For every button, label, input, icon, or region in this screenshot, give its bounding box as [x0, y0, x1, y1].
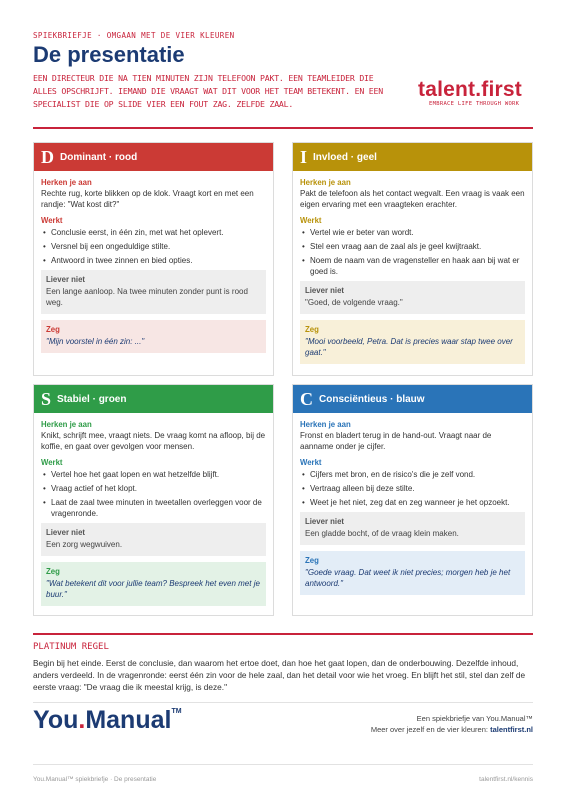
card-letter: D [41, 146, 54, 167]
herken-label: Herken je aan [300, 178, 351, 187]
platinum-text: Begin bij het einde. Eerst de conclusie, dan waarom het ertoe doet, dan hoe het gaat lopen, dan de onderbouwing. Dezelfde inhoud, anders verdeeld. In de vragenronde: eerst één zin voor de hele zaal, dan het detail voor wie het vroeg. En blijft het stil, stel dan zelf de eerste vraag: "De vraag die ik meestal krijg, is deze." [33, 658, 526, 692]
herken-label: Herken je aan [300, 420, 351, 429]
werkt-list [41, 227, 266, 266]
liever-text: Een lange aanloop. Na twee minuten zonder punt is rood weg. [46, 287, 248, 307]
footer-url[interactable]: talentfirst.nl/kennis [479, 776, 533, 783]
werkt-list [300, 227, 525, 277]
card-conscientieus [292, 384, 533, 616]
list-item: • Versnel bij een ongeduldige stilte. [43, 242, 171, 251]
zeg-box [41, 320, 266, 353]
footer-info [371, 713, 533, 735]
zeg-label: Zeg [46, 325, 60, 334]
zeg-box [41, 562, 266, 606]
list-item: • Laat de zaal twee minuten in tweetallen overleggen voor de vragenronde. [43, 498, 262, 518]
list-item: • Noem de naam van de vragensteller en haak aan bij wat er goed is. [302, 256, 520, 276]
list-item: • Conclusie eerst, in één zin, met wat het oplevert. [43, 228, 224, 237]
zeg-label: Zeg [46, 567, 60, 576]
website-link[interactable]: talentfirst.nl [490, 725, 533, 734]
liever-text: Een zorg wegwuiven. [46, 540, 123, 549]
liever-niet-box [300, 512, 525, 545]
footer-line: Meer over jezelf en de vier kleuren: talentfirst.nl [370, 725, 533, 734]
list-item: • Weet je het niet, zeg dat en zeg wanneer je het opzoekt. [302, 498, 510, 507]
brand-name: talent.first [418, 78, 522, 101]
card-header [34, 143, 273, 171]
liever-text: "Goed, de volgende vraag." [305, 298, 403, 307]
footer-caption: You.Manual™ spiekbriefje · De presentatie [33, 776, 157, 783]
liever-label: Liever niet [46, 528, 85, 537]
list-item: • Vertel wie er beter van wordt. [302, 228, 414, 237]
herken-text: Pakt de telefoon als het contact wegvalt. Een vraag is vaak een eigen ervaring met een vraagteken erachter. [300, 189, 525, 209]
header-divider [33, 127, 533, 129]
card-stabiel [33, 384, 274, 616]
intro-text: EEN DIRECTEUR DIE NA TIEN MINUTEN ZIJN TELEFOON PAKT. EEN TEAMLEIDER DIE ALLES OPSCHRIJFT. IEMAND DIE VRAAGT WAT DIT VOOR HET TEAM BETEKENT. EN EEN SPECIALIST DIE OP SLIDE VIER EEN FOUT ZAG. ZELFDE ZAAL. [33, 73, 383, 109]
card-invloed [292, 142, 533, 376]
zeg-label: Zeg [305, 556, 319, 565]
card-title: Invloed · geel [313, 151, 377, 163]
brand-tagline: EMBRACE LIFE THROUGH WORK [429, 101, 520, 107]
liever-text: Een gladde bocht, of de vraag klein maken. [305, 529, 459, 538]
liever-niet-box [41, 270, 266, 314]
platinum-label: PLATINUM REGEL [33, 642, 109, 652]
card-header [293, 385, 532, 413]
bottom-divider [33, 764, 533, 765]
card-header [34, 385, 273, 413]
list-item: • Vertel hoe het gaat lopen en wat hetzelfde blijft. [43, 470, 220, 479]
werkt-label: Werkt [41, 216, 63, 225]
card-letter: I [300, 146, 308, 167]
zeg-label: Zeg [305, 325, 319, 334]
card-dominant [33, 142, 274, 376]
footer-line: Een spiekbriefje van You.Manual™ [416, 714, 533, 723]
herken-label: Herken je aan [41, 178, 92, 187]
page-title: De presentatie [33, 42, 185, 67]
liever-niet-box [300, 281, 525, 314]
card-header [293, 143, 532, 171]
herken-text: Rechte rug, korte blikken op de klok. Vraagt kort en met een randje: "Wat kost dit?" [41, 189, 254, 209]
werkt-list [300, 469, 525, 508]
zeg-box [300, 320, 525, 364]
list-item: • Stel een vraag aan de zaal als je geel kwijtraakt. [302, 242, 482, 251]
list-item: • Vraag actief of het klopt. [43, 484, 137, 493]
zeg-text: "Mooi voorbeeld, Petra. Dat is precies waar stap twee over gaat." [305, 337, 513, 357]
herken-text: Fronst en bladert terug in de hand-out. Vraagt naar de aanname onder je cijfer. [300, 431, 492, 451]
card-title: Dominant · rood [60, 151, 138, 163]
card-letter: C [300, 388, 313, 409]
platinum-divider [33, 633, 533, 635]
liever-label: Liever niet [305, 286, 344, 295]
herken-label: Herken je aan [41, 420, 92, 429]
footer-divider [33, 702, 533, 703]
card-title: Stabiel · groen [57, 393, 127, 405]
liever-label: Liever niet [46, 275, 85, 284]
herken-text: Knikt, schrijft mee, vraagt niets. De vraag komt na afloop, bij de koffie, en gaat over gevolgen voor mensen. [41, 431, 266, 451]
list-item: • Cijfers met bron, en de risico's die je zelf vond. [302, 470, 476, 479]
werkt-label: Werkt [41, 458, 63, 467]
card-letter: S [41, 388, 52, 409]
list-item: • Antwoord in twee zinnen en bied opties. [43, 256, 193, 265]
werkt-list [41, 469, 266, 519]
werkt-label: Werkt [300, 216, 322, 225]
list-item: • Vertraag alleen bij deze stilte. [302, 484, 415, 493]
card-title: Consciëntieus · blauw [319, 393, 425, 405]
zeg-box [300, 551, 525, 595]
liever-label: Liever niet [305, 517, 344, 526]
zeg-text: "Goede vraag. Dat weet ik niet precies; morgen heb je het antwoord." [305, 568, 511, 588]
kicker: SPIEKBRIEFJE · OMGAAN MET DE VIER KLEUREN [33, 31, 235, 40]
werkt-label: Werkt [300, 458, 322, 467]
zeg-text: "Mijn voorstel in één zin: ..." [46, 337, 145, 346]
liever-niet-box [41, 523, 266, 556]
zeg-text: "Wat betekent dit voor jullie team? Bespreek het even met je buur." [46, 579, 260, 599]
youmanual-logo: You.Manual™ [33, 706, 182, 734]
brand-logo [407, 79, 533, 107]
